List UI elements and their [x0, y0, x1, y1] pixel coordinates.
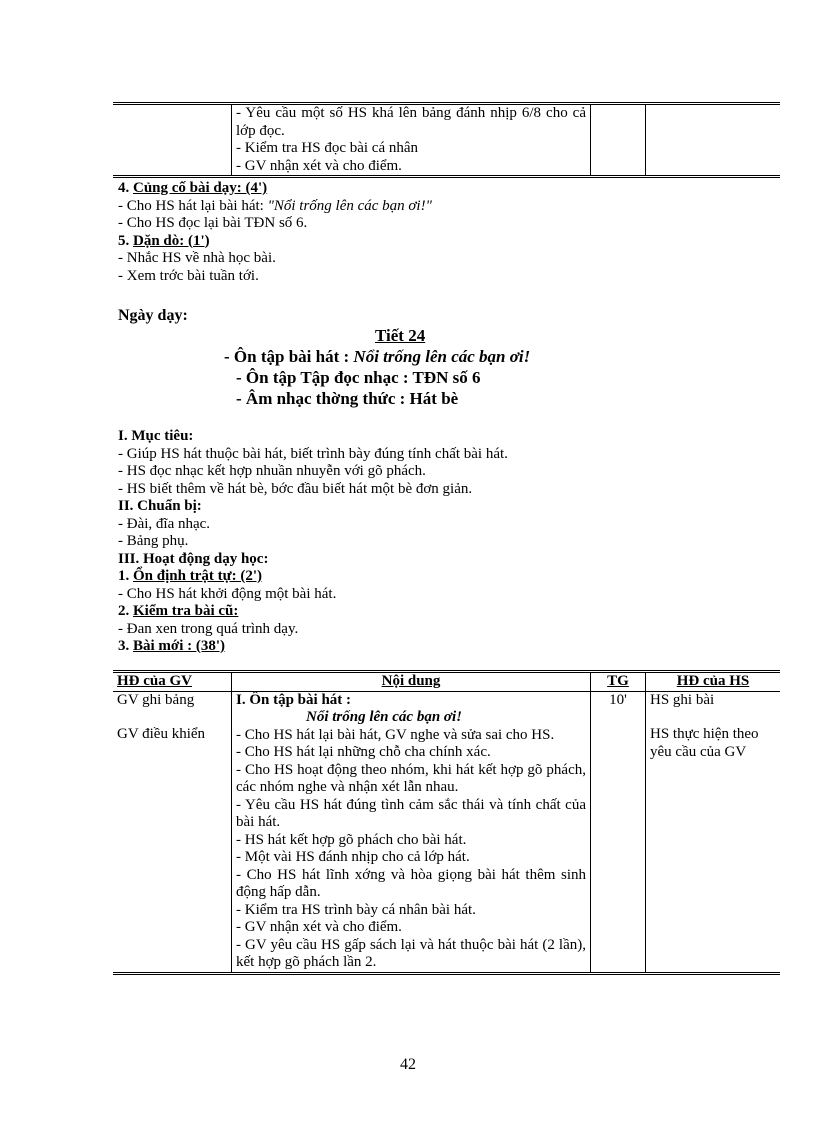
- content-line: - Yêu cầu HS hát đúng tình cảm sắc thái và tính chất của bài hát.: [236, 796, 586, 830]
- content-line: - Cho HS hát lại bài hát, GV nghe và sửa sai cho HS.: [236, 726, 555, 743]
- gv-cell: [113, 104, 232, 177]
- hs-cell: [646, 104, 781, 177]
- content-line: - Kiểm tra HS trình bày cá nhân bài hát.: [236, 901, 476, 918]
- section-number: 4.: [118, 180, 130, 196]
- content-cell: [232, 104, 591, 177]
- section-number: 5.: [118, 232, 130, 249]
- lesson-number: Tiết 24: [375, 326, 426, 345]
- content-line: - GV nhận xét và cho điểm.: [236, 157, 402, 174]
- tg-value: 10': [609, 691, 627, 708]
- section-line: - Nhắc HS về nhà học bài.: [118, 250, 276, 266]
- continuation-table: [113, 102, 780, 178]
- hs-cell: [646, 691, 781, 973]
- section-line: - Xem trớc bài tuần tới.: [118, 267, 259, 284]
- content-cell: [232, 691, 591, 973]
- hs-activity: HS ghi bài: [650, 691, 715, 708]
- objective-item: - HS biết thêm về hát bè, bớc đầu biết hát một bè đơn giản.: [118, 480, 473, 497]
- content-line: - HS hát kết hợp gõ phách cho bài hát.: [236, 831, 467, 848]
- section-heading: Dặn dò: (1'): [133, 232, 210, 249]
- header-hs: HĐ của HS: [646, 672, 781, 692]
- content-line: - Một vài HS đánh nhịp cho cả lớp hát.: [236, 849, 470, 865]
- title-line: - Âm nhạc thờng thức : Hát bè: [236, 389, 459, 408]
- lesson-title-block: [118, 325, 718, 409]
- section-number: 1.: [118, 568, 130, 584]
- tg-cell: [591, 104, 646, 177]
- section-line: - Cho HS đọc lại bài TĐN số 6.: [118, 215, 308, 231]
- lesson-table: [113, 670, 780, 975]
- content-line: - GV yêu cầu HS gấp sách lại và hát thuộc bài hát (2 lần), kết hợp gõ phách lần 2.: [236, 936, 586, 970]
- section-heading: Củng cố bài dạy: (4'): [133, 180, 268, 196]
- preparation-heading: II. Chuẩn bị:: [118, 498, 202, 514]
- section-heading: Bài mới : (38'): [133, 638, 226, 654]
- objectives-heading: I. Mục tiêu:: [118, 428, 194, 444]
- section-line: - Cho HS hát lại bài hát:: [118, 197, 268, 214]
- song-title: Nổi trống lên các bạn ơi!: [353, 347, 531, 366]
- title-line: - Ôn tập bài hát :: [224, 347, 354, 366]
- gv-activity: GV điều khiển: [117, 726, 206, 742]
- header-tg: TG: [591, 672, 646, 692]
- content-line: - Cho HS hoạt động theo nhóm, khi hát kết hợp gõ phách, các nhóm nghe và nhận xét lẫn nhau.: [236, 761, 586, 795]
- gv-activity: GV ghi bảng: [117, 691, 195, 708]
- objective-item: - HS đọc nhạc kết hợp nhuần nhuyễn với gõ phách.: [118, 463, 426, 479]
- page-number: 42: [400, 1056, 416, 1073]
- section-4: [118, 180, 678, 285]
- content-subtitle: Nổi trống lên các bạn ơi!: [306, 709, 462, 725]
- preparation-item: - Đài, đĩa nhạc.: [118, 515, 211, 532]
- hs-activity: HS thực hiện theo yêu cầu của GV: [650, 726, 759, 760]
- content-line: - Cho HS hát lại những chỗ cha chính xác.: [236, 744, 491, 760]
- content-line: - GV nhận xét và cho điểm.: [236, 919, 402, 935]
- song-title: "Nổi trống lên các bạn ơi!": [267, 197, 432, 214]
- section-line: - Đan xen trong quá trình dạy.: [118, 620, 299, 637]
- section-heading: Kiểm tra bài cũ:: [133, 603, 239, 619]
- content-line: - Yêu cầu một số HS khá lên bảng đánh nhịp 6/8 cho cả lớp đọc.: [236, 105, 586, 139]
- preparation-item: - Bảng phụ.: [118, 533, 189, 549]
- content-title: I. Ôn tập bài hát :: [236, 691, 352, 708]
- section-line: - Cho HS hát khởi động một bài hát.: [118, 585, 337, 602]
- objective-item: - Giúp HS hát thuộc bài hát, biết trình bày đúng tính chất bài hát.: [118, 445, 508, 462]
- content-line: - Kiểm tra HS đọc bài cá nhân: [236, 140, 419, 156]
- section-number: 2.: [118, 603, 130, 619]
- tg-cell: [591, 691, 646, 973]
- lesson-plan-body: [118, 428, 718, 656]
- section-number: 3.: [118, 638, 130, 654]
- activities-heading: III. Hoạt động dạy học:: [118, 550, 269, 567]
- title-line: - Ôn tập Tập đọc nhạc : TĐN số 6: [236, 368, 481, 387]
- date-label: Ngày dạy:: [118, 307, 188, 324]
- header-gv: HĐ của GV: [113, 672, 232, 692]
- header-content: Nội dung: [232, 672, 591, 692]
- gv-cell: [113, 691, 232, 973]
- section-heading: Ổn định trật tự: (2'): [133, 568, 263, 584]
- content-line: - Cho HS hát lĩnh xớng và hòa giọng bài hát thêm sinh động hấp dẫn.: [236, 866, 586, 900]
